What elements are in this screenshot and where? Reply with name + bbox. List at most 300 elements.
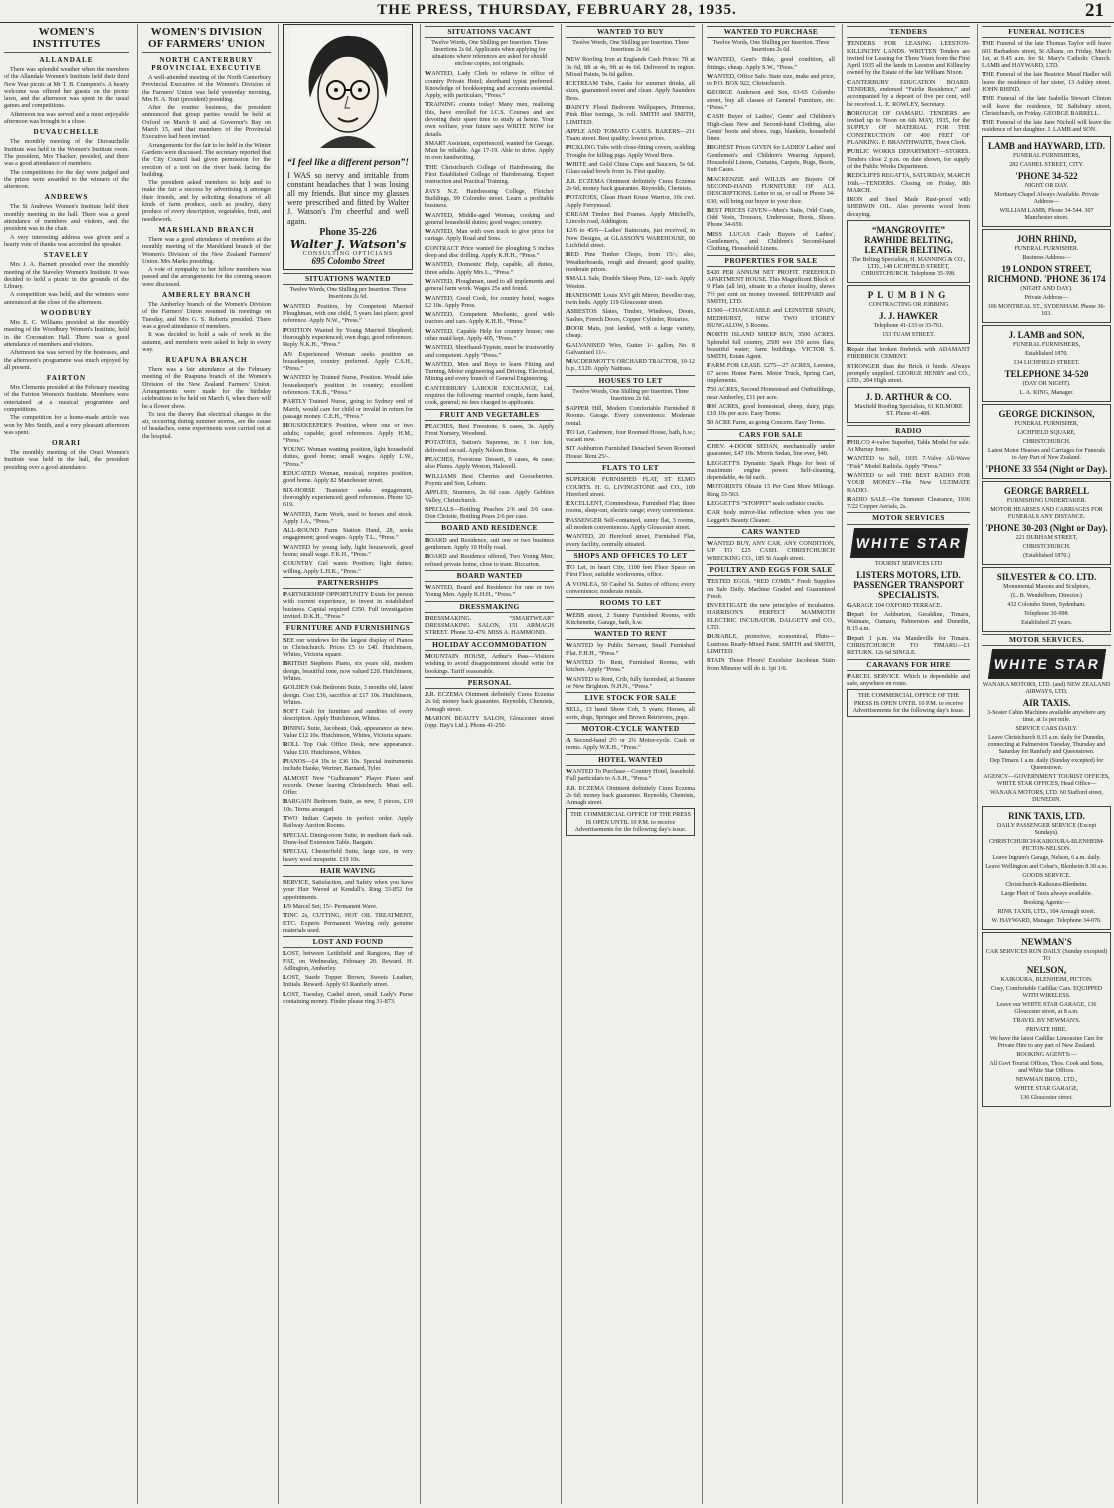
ad-line: AIR TAXIS. [1022,697,1071,708]
firm-name: Walter J. Watson's [289,237,407,252]
ad-line: Established 25 years. [1021,619,1072,626]
section-heading: HAIR WAVING [283,865,413,877]
classified-ad: TO Let, in heart City, 1100 feet Floor Space on First Floor, suitable workrooms, office. [566,564,695,579]
classified-ad: WANTED, Office Safe. State size, make and price, to P.O. BOX 922, Christchurch. [707,72,835,88]
classified-ad: WEBB street, 2 Sunny Furnished Rooms, with Kitchenette, Garage, bath, h.w. [566,611,695,626]
woman-portrait-illustration [290,28,406,156]
article-paragraph: The president asked members to help and to make the fair a success by advertising it amongst their friends, and by soliciting donations of all kinds of farm produce, such as poultry, dairy produce of every description, vegetables, fruit, and needlework. [142,179,271,223]
rink-taxis-ad [982,806,1111,930]
article-paragraph: The St Andrews Women's Institute held their monthly meeting in the hall. There was a good attendance of members and visitors, and the president was in the chair. [4,203,129,233]
ad-line: All Govt Tourist Offices, Thos. Cook and Sons, and White Star Offices. [989,1060,1104,1074]
firm-address: 695 Colombo Street [311,256,385,267]
rates-note: Twelve Words, One Shilling per Insertion. Three Insertions 2s 6d. Applicants when applying for situations where references are asked for should enclose copies, not originals. [431,40,548,68]
classified-ad: PIANOS—£4 19s to £36 10s. Special instruments include Hauke, Wertner, Barnard, Tyler. [283,757,413,773]
branch-heading: STAVELEY [43,251,90,260]
branch-list [4,56,129,471]
ad-line: Leave Christchurch 8.15 a.m. daily for Dunedin, connecting at Palmerston Tuesday, Thursday and Saturday for Ranfurly and Queenstown. [987,734,1106,755]
ad-line: RINK TAXIS, LTD., 104 Armagh street. [997,908,1096,915]
ad-line: AGENCY—GOVERNMENT TOURIST OFFICES, WHITE STAR OFFICES, Head Office— [983,773,1110,787]
tenders-section [847,26,970,218]
classified-ad: STAIN Those Floors! Excelsior Jacobean Stain from Minsmo will do it. 1pt 1/6. [707,657,835,672]
classified-ad: TO Let, Cashmere, four Roomed House, bath, h.w.; vacant now. [566,428,695,444]
classified-ad: CONTRACT Price wanted for ploughing 5 inches deep and disc drilling. Apply K.H.H., “Press.” [425,244,554,260]
silvester-ad [982,567,1111,632]
classified-ad: LOST, between Leithfield and Rangiora, Bay of FAT, on Wednesday, February 20. Reward. H. Adlington, Amberley. [283,950,413,972]
rates-note: Twelve Words, One Shilling per Insertion. Three Insertions 2s 6d. [572,40,689,54]
article-paragraph: The competition for a home-made article was won by Mrs Smith, and a very pleasant afternoon was spent. [4,414,129,436]
ad-line: (NIGHT AND DAY). [1020,285,1073,292]
classified-ad: TENDERS FOR LEASING LEESTON-KILLINCHY LANDS. WRITTEN Tenders are invited for Leasing for Three Years from the First April 1935 all the lands in Leeston and Killinchy owned by the Estate of the late William Nixon. [847,40,970,77]
classified-ad: WANTED BUY, ANY CAR, ANY CONDITION, UP TO £25 CASH. CHRISTCHURCH WRECKING CO., 185 St Asaph street. [707,540,835,562]
section-heading: WOMEN'S INSTITUTES [4,26,129,53]
classified-ad: BRITISH Stephens Piano, six years old, modern design, beautiful tone, now valued £20. Hutchinson, Whites. [283,660,413,682]
classified-ad: AN Experienced Woman seeks position as housekeeper, country preferred. Apply C.S.H., “Press.” [283,350,413,373]
classified-ad: POTATOES, Clean Heart Kruse Warrior, 10s cwt. Apply Ferrymead. [566,194,695,209]
column-wanted-to-buy [561,24,699,1504]
classified-ad: PUBLIC WORKS DEPARTMENT—STORES. Tenders close 2 p.m. on date shown, for supply of the Public Works Department. [847,148,970,170]
ad-line: BOOKING AGENTS:— [1016,1051,1077,1058]
ad-line: STRONGER than the Brick it binds. Always promptly supplied. GEORGE HENRY and CO., LTD., 204 High street. [847,362,970,385]
rates-note: Twelve Words, One Shilling per Insertion. Three Insertions 2s 6d. [289,286,407,300]
classified-ad: WANTED, Shorthand-Typiste, must be trustworthy and competent. Apply “Press.” [425,344,554,359]
classified-ad: TESTED EGGS. “RED COMB.” Fresh Supplies on Sale Daily. Machine Graded and Guaranteed Fresh. [707,578,835,600]
classified-ad: WANTED, Gent's Bike, good condition, all fittings; cheap. Apply S.W., “Press.” [707,56,835,71]
section-heading: PROPERTIES FOR SALE [707,255,835,267]
classified-ad: 12/6 to 45/6—Ladies' Raincoats, just received, in New Designs, at GLASSON'S WAREHOUSE, 90 Lichfield street. [566,227,695,250]
ad-line: Leave Ingram's Garage, Nelson, 6 a.m. daily. [992,854,1101,861]
eczema-ad: J.R. ECZEMA Ointment definitely Cures Eczema 2s 6d; money back guarantee. Reynolds, Chemists, Armagh street. [566,784,695,807]
plumbing-ad [847,285,970,344]
ad-line: CAR SERVICES RUN DAILY (Sunday excepted) TO [985,948,1108,962]
ad-line: We have the latest Cadillac Limousine Cars for Private Hire to any part of New Zealand. [989,1035,1104,1049]
classified-ad: MARION BEAUTY SALON, Gloucester street (opp. Hay's Ltd.). Phone 41-250. [425,714,554,730]
ad-line: Leave Wellington and Cobar's, Blenheim 8.30 a.m. [985,863,1108,870]
article-paragraph: There was splendid weather when the members of the Allandale Women's Institute held their third New Year picnic at Mr T. B. Crampton's. A hearty welcome was offered her guests on the picnic lawn, and the afternoon was spent in the usual games and competitions. [4,66,129,110]
firebrick-ad [847,346,970,384]
ad-line: CHRISTCHURCH. [1022,543,1071,550]
section-heading: WANTED TO PURCHASE [707,26,835,38]
section-heading: BOARD WANTED [425,570,554,582]
classified-ad: CASH Buyer of Ladies', Gents' and Children's High-class New and Second-hand Clothing, also Gents' boots and shoes, rugs, blankets, household linen. [707,113,835,143]
roofing-ad [847,387,970,423]
ad-line: WANAKA MOTORS, LTD. (and) NEW ZEALAND AIRWAYS, LTD. [982,681,1111,695]
ad-line: Latest Motor Hearses and Carriages for Funerals to Any Part of New Zealand. [988,447,1105,461]
article-paragraph: It was decided to hold a sale of work in the autumn, and members were asked to help in every way. [142,331,271,353]
classified-ad: SOFT Cash for furniture and sundries of every description. Apply Hutchinson, Whites. [283,708,413,723]
classified-ad: REDCLIFFS REGATTA, SATURDAY, MARCH 16th.—TENDERS. Closing on Friday, 8th MARCH. [847,172,970,194]
j-lamb-son-ad [982,325,1111,402]
radio-section [847,425,970,511]
classified-ad: BOARD and Residence offered, Two Young Men; refined private home, close to tram. Riccarton. [425,553,554,568]
classified-ad: SPECIAL Dining-room Suite, in medium dark oak. Draw-leaf Extension Table. Bargain. [283,831,413,846]
ad-line: 'PHONE 30-203 (Night or Day). [985,522,1108,533]
section-heading: MOTOR SERVICES. [982,634,1111,646]
caravans-section [847,659,970,688]
article-paragraph: Mrs E. C. Williams presided at the monthly meeting of the Woodbury Women's Institute, held in the Coronation Hall. There was a good attendance of members and visitors. [4,319,129,348]
classified-ad: SAPPER Hill, Modern Comfortable Furnished 8 Rooms. Garage. Every convenience. Moderate rental. [566,404,695,427]
classified-ad: WANTED, Ploughman, used to all implements and general farm work. Wages 25s and found. [425,277,554,293]
article-paragraph: Mrs J. A. Barnett presided over the monthly meeting of the Staveley Women's Institute. It was decided to hold a picnic in the grounds of the Library. [4,261,129,291]
ad-line: 153 TUAM STREET. [882,332,935,339]
ad-line: SERVICE CARS DAILY. [1015,725,1078,732]
classified-ad: LOST, Tuesday, Cashel street, small Lady's Purse containing money. Finder please ring 31-873. [283,990,413,1006]
ad-line: DAILY PASSENGER SERVICE (Except Sundays). [996,822,1097,836]
classified-ad: MOUNTAIN HOUSE, Arthur's Pass—Visitors wishing to avoid disappointment should write for bookings. Tariff reasonable. [425,652,554,675]
classified-ad: ICETREAM Tubs, Casks for summer drinks, all sizes, guaranteed sweet and clean. Apply Saunders Bros. [566,80,695,102]
plumbing-lines [850,302,967,339]
classified-ad: EXCELLENT, Commodious, Furnished Flat; three rooms, sleep-out, electric range; every convenience. [566,500,695,515]
ad-line: 106 MONTREAL ST., SYDENHAM. Phone 36-103. [987,303,1106,317]
classified-ad: JAYS N.Z. Hairdressing College, Fletcher Buildings, 99 Colombo street. Learn a profitable business. [425,187,554,210]
masthead-title: THE PRESS, THURSDAY, FEBRUARY 28, 1935. [377,2,737,18]
section-heading: LOST AND FOUND [283,936,413,948]
classified-sections [566,26,695,783]
classified-ad: PEACHES, Freestone Dessert, 9 cases, 4s case; also Plums. Apply Weston, Halswell. [425,456,554,471]
ad-line: W. HAYWARD, Manager. Telephone 34-076. [991,917,1102,924]
classified-ad: SIT Ashburton Furnished Detached Seven Roomed House. Rent 25/-. [566,445,695,460]
ad-line: NEWMAN BROS. LTD., [1015,1076,1078,1083]
logo-text: WHITE STAR [854,534,963,551]
classified-ad: ALMOST New “Gulbransen” Player Piano and records. Owner leaving Christchurch. Must sell. Offer. [283,774,413,797]
classified-ad: PHILCO 4-valve Superhet, Table Model for sale. At Murray Jones. [847,438,970,454]
classified-ad: COUNTRY Girl wants Position; light duties; willing. Apply L.H.K., “Press.” [283,560,413,575]
ad-line: GEORGE BARRELL [1003,485,1090,496]
classified-ad: MOTORISTS Obtain 15 Per Cent More Mileage. Ring 33-563. [707,483,835,498]
section-heading: CARS WANTED [707,526,835,538]
classified-ad: WANTED, Board and Residence for one or two Young Men. Apply K.H.H., “Press.” [425,584,554,599]
ad-line: The Belting Specialists, H. MANNING & CO., LTD., 148 LICHFIELD STREET, CHRISTCHURCH. Telephone 35-398. [851,257,966,278]
ad-line: Private Address— [1024,294,1069,301]
classified-ad: DOOR Mats, just landed, with a large variety, cheap. [566,325,695,340]
section-heading: MOTOR SERVICES [847,512,970,524]
classified-ad: TRAINING counts today! Many men, realising this, have enrolled for I.C.S. Courses and are devoting their spare time to study at home. Your own welfare, your future says WRITE NOW for details. [425,101,554,138]
masthead [0,0,1114,23]
commercial-note: THE COMMERCIAL OFFICE OF THE PRESS IS OPEN UNTIL 10 P.M. to receive Advertisements for the following day's issue. [847,689,970,717]
article-paragraph: The monthly meeting of the Duvauchelle Institute was held in the Women's Institute room. The president, Mrs Thacker, presided, and there was a good attendance of members. [4,138,129,168]
section-heading: WOMEN'S DIVISION OF FARMERS' UNION [142,26,271,53]
classified-ad: TINC 2s, CUTTING, HOT OIL TREATMENT, ETC. Experts Permanent Waving only genuine materials used. [283,912,413,934]
classified-ad: WANTED, Lady Clerk to relieve in office of country Private Hotel; shorthand typist preferred. Knowledge of bookkeeping and accounts essential. Apply, with particulars, “Press.” [425,70,554,100]
classified-ad: THE Funeral of the late Jane Nicholl will leave the residence of her daughter. J. LAMB and SON. [982,119,1111,134]
ad-line: Telephone 30-998. [1024,610,1069,617]
classified-ad: THE Funeral of the late Thomas Taylor will leave 601 Barbadoes street, St Albans, on Friday, March 1st, at 9.45 a.m. for St. Mary's Catholic Church. LAMB and HAYWARD, LTD. [982,40,1111,70]
ad-line: MOTOR HEARSES AND CARRIAGES FOR FUNERALS ANY DISTANCE. [990,506,1103,520]
section-heading: MOTOR-CYCLE WANTED [566,723,695,735]
ad-line: LAMB and HAYWARD, LTD. [987,140,1106,151]
section-heading: SITUATIONS WANTED [283,273,413,285]
classified-ad: A VONLEA, 50 Cashel St. Suites of offices; every convenience; moderate rentals. [566,580,695,596]
section-heading: TENDERS [847,26,970,38]
classified-ad: MISS LUCAS Cash Buyers of Ladies', Gentlemen's, and Children's Second-hand Clothing, Household Linens. [707,230,835,253]
ad-line: 432 Colombo Street, Sydenham. [1007,601,1086,608]
classified-ad: WANTED to Sell, 1935 7-Valve All-Wave “Fisk” Model Radiola. Apply “Press.” [847,455,970,470]
ad-quote: “I feel like a different person”! [287,158,409,168]
section-heading: POULTRY AND EGGS FOR SALE [707,564,835,576]
article-paragraph: A vote of sympathy to her fellow members was passed and the arrangements for the coming season were discussed. [142,266,271,288]
classified-ad: IRON and Steel Made Rust-proof with SHERWIN OIL. Also prevents wood from decaying. [847,196,970,218]
classified-ad: HANDSOME Louis XVI gilt Mirror, Beveller tray, twin beds. Apply 119 Gloucester street. [566,291,695,307]
classified-ad: WANTED, Men and Boys to learn Fitting and Turning, Motor engineering and Driving. Electrical, Mining and every branch of General Engineering. [425,360,554,383]
article-paragraph: The monthly meeting of the Orari Women's Institute was held in the hall, the president presiding over a good attendance. [4,449,129,471]
section-heading: HOTEL WANTED [566,754,695,766]
classified-ad: BOROUGH OF OAMARU. TENDERS are invited up to Noon on 6th MAY, 1935, for the SUPPLY OF MATERIAL FOR THE CONSTRUCTION OF 400 FEET OF PLANKING. F. BRANTHWAITE, Town Clerk. [847,109,970,147]
ad-line: Business Address— [1022,254,1071,261]
classified-ad: GALVANISED Wire, Gutter 1/- gallon, No. 8 Galvanised 11/-. [566,341,695,356]
branch-heading: RUAPUNA BRANCH [165,356,248,365]
ad-line: Mortuary Chapel Always Available. Private Address— [994,191,1099,205]
ad-line: FUNERAL FURNISHERS, [1012,152,1081,159]
article-paragraph: A very interesting address was given and a hearty vote of thanks was accorded the speaker. [4,233,129,248]
logo-subtitle: TOURIST SERVICES LTD [874,560,943,567]
ad-line: Booking Agents:— [1023,899,1070,906]
classified-ad: ALL-ROUND Farm Station Hand, 28, seeks engagement; good wages. Apply T.L., “Press.” [283,527,413,542]
ad-line: CHRISTCHURCH-KAIKOURA-BLENHEIM-PICTON-NELSON. [988,838,1105,852]
classified-ad: THE Christchurch College of Hairdressing, the First Established College of Hairdressing. Expert instruction and Practical Training. [425,163,554,186]
classified-ad: MACKENZIE and WILLIS are Buyers Of SECOND-HAND FURNITURE OF ALL DESCRIPTIONS. Letter to us, or call or Phone 34-630, will bring our buyer to your door. [707,175,835,205]
classified-ad: NEW Roofing Iron at Englands Cash Prices: 7ft at 3s 6d, 8ft at 4s, 9ft at 4s 6d. Delivered in region. Mixed Paints, 9s 6d gallon. [566,56,695,78]
classified-ad: CHEV. 4-DOOR SEDAN, mechanically under guarantee, £47 10s. Morris Sedan, line ever, §40. [707,442,835,458]
ad-line: FURNISHING UNDERTAKER. [1006,497,1087,504]
classified-ad: DURABLE, protective, economical, Pluto—Lustrous Ready-Mixed Paint. SMITH and SMITH, LIMITED. [707,633,835,655]
ad-body: I WAS so nervy and irritable from constant headaches that I was losing all my friends. But since my glasses were prescribed and fitted by Walter J. Watson's I'm cheerful and well again. [287,170,409,226]
section-heading: PARTNERSHIPS [283,577,413,589]
rates-note: Twelve Words, One Shilling per Insertion. Three Insertions 2s 6d. [712,40,830,54]
ad-line: KAIKOURA, BLENHEIM, PICTON. [1000,976,1093,983]
ad-line: Maxfield Roofing Specialists, 61 KILMORE ST. Phone 41-408. [854,403,963,417]
funeral-notices-section [982,26,1111,134]
firm-subtitle: CONSULTING OPTICIANS [302,251,394,258]
classified-ad: WANTED by Public Servant, Small Furnished Flat. F.H.H., “Press.” [566,642,695,657]
classified-ad: 800 ACRES, good homestead, sheep, dairy, pigs; £10 10s per acre. Easy Terms. [707,402,835,418]
classified-ad: WANTED, Middle-aged Woman, cooking and general household duties; good wages; country. [425,211,554,226]
section-heading: BOARD AND RESIDENCE [425,522,554,534]
article-paragraph: The Amberley branch of the Women's Division of the Farmers' Union resumed its meetings on Tuesday, and Mrs G. S. Roberts presided. There was a good attendance of members. [142,301,271,330]
column-womens-division [137,24,275,1504]
classified-ad: SEE our windows for the largest display of Pianos in Christchurch. Prices £5 to £40. Hutchinson, Whites, Victoria square. [283,636,413,659]
classified-ad: WANTED, Good Cook, for country hotel, wages £2 10s. Apply Press. [425,294,554,309]
classified-ad: BOARD and Residence, suit one or two business gentlemen. Apply 10 Holly road. [425,536,554,551]
classified-ad: GEORGE Anderson and Son, 63-65 Colombo street, buy all classes of General Furniture, etc. “Press.” [707,89,835,111]
classified-ad: CANTERBURY EDUCATION BOARD. TENDERS, endorsed “Fairlie Residence,” and accompanied by a deposit of five per cent, will be received. L. E. ROWLEY, Secretary. [847,78,970,108]
classified-ad: 50 ACRE Farm, as going Concern. Easy Terms. [707,419,826,427]
ad-line: Repair that broken firebrick with ADAMANT FIREBRICK CEMENT. [847,346,970,361]
ad-line: FUNERAL FURNISHERS, [1012,341,1081,348]
ad-line: Christchurch-Kaikoura-Blenheim. [1005,881,1088,888]
ad-line: CONTRACTING OR JOBBING [868,302,949,309]
ad-line: GOODS SERVICE. [1022,872,1071,879]
branch-heading: WOODBURY [40,309,93,318]
column-situations-wanted [278,24,417,1504]
ad-line: “MANGROVITE” RAWHIDE BELTING, LEATHER BELTING. [864,225,953,256]
section-heading: DRESSMAKING [425,601,554,613]
ad-line: WHITE STAR GARAGE, [1014,1085,1079,1092]
classified-ad: BEST PRICES GIVEN—Men's Suits, Odd Coats, Odd Vests, Trousers, Underwear, Boots, Shoes. Phone 34-659. [707,206,835,229]
classified-ad: LEGGETT'S Dynamic Spark Plugs for best of maximum engine power. Self-cleaning, dependable, 4s 6d each. [707,459,835,482]
branch-heading: ALLANDALE [39,56,94,64]
article-paragraph: Mrs Clements presided at the February meeting of the Fairton Women's Institute. Members were entertained at a musical programme and competitions. [4,384,129,413]
classified-ad: HIGHEST Prices GIVEN for LADIES' Ladies' and Gentlemen's and Children's Wearing Apparel; Household Linens, Curtains, Carpets, Rugs, Boots, Suit Cases. [707,144,835,174]
ad-line: CHRISTCHURCH. [1022,438,1071,445]
section-heading: LIVE STOCK FOR SALE [566,692,695,704]
ad-line: (DAY OR NIGHT). [1022,380,1071,387]
classified-ad: BARGAIN Bedroom Suite, as new, 5 pieces, £19 10s. Terms arranged. [283,798,413,813]
classified-ad: HOUSEKEEPER'S Position, where one or two adults; capable; good references. Apply H.M., “Press.” [283,422,413,444]
classified-ad: WANTED to Rent, Crib, fully furnished, at Sumner or New Brighton. N.H.N., “Press.” [566,675,695,690]
column-funeral-notices [977,24,1114,1504]
classified-ad: PARTNERSHIP OPPORTUNITY Exists for person with current experience, to invest in established business. Capital required £350. Full investigation invited. D.K.H., “Press.” [283,591,413,620]
ad-line: PRIVATE HIRE. [1026,1026,1067,1033]
classified-ad: 750 ACRES, Second Homestead and Outbuildings, near Amberley, £11 per acre. [707,386,835,401]
ad-line: FUNERAL FURNISHER. [1014,245,1079,252]
column-womens-institutes [0,24,133,1504]
ad-line: (Established 1870.) [1023,552,1070,559]
classified-ad: WANTED, Farm Work, used to horses and stock. Apply J.A., “Press.” [283,510,413,525]
rink-heading: RINK TAXIS, LTD. [1008,810,1085,821]
classified-ad: PASSENGER Self-contained, sunny flat, 3 rooms, all modern conveniences. Apply Gloucester street. [566,516,695,532]
classified-ad: POSITION Wanted by Young Married Shepherd; thoroughly experienced; own dogs; good references. Reply N.K.H., “Press.” [283,326,413,349]
classified-ad: APPLE AND TOMATO CASES. BAKERS—211 Tuam street. Best quality; lowest prices. [566,127,695,143]
article-paragraph: There was a good attendance of members at the monthly meeting of the Marshland branch of the Women's Division of the New Zealand Farmers' Union. Mrs Marks presiding. [142,235,271,265]
ad-line: TELEPHONE 34-520 [1004,368,1089,379]
classified-ad: PARCEL SERVICE. Which is dependable and safe, anywhere en route. [847,672,970,688]
classified-ad: APPLES, Sturmers, 2s 6d case. Apply Gebbies Valley, Christchurch. [425,489,554,504]
section-heading: CARAVANS FOR HIRE [847,659,970,671]
classified-ad: CAR body mirror-like reflection when you use Leggett's Beauty Cleaner. [707,509,835,524]
section-heading: WANTED TO BUY [566,26,695,38]
classified-sections [283,273,413,1006]
ad-line: Depart for Ashburton, Geraldine, Timaru, Waimate, Oamaru, Palmerston and Dunedin, 8.15 a.m. [847,610,970,633]
classified-ad: SMART Assistant, experienced, wanted for Garage. Must be reliable. Age 17-19. Able to drive. Apply in own handwriting. [425,139,554,162]
ad-line: SILVESTER & CO. LTD. [996,571,1097,582]
branch-heading: DUVAUCHELLE [33,128,100,137]
article-paragraph: Arrangements for the fair to be held in the Winter Gardens were discussed. The secretary reported that the City Council had given permission for the erection of a tent on the river bank facing the building. [142,141,271,178]
branch-heading: ANDREWS [44,193,89,202]
classified-ad: DRESSMAKING. “SMARTWEAR” DRESSMAKING SALON, 151 ARMAGH STREET. Phone 32-479. MISS A. HAMMOND. [425,614,554,637]
classified-ad: WANTED, Competent Mechanic, good with tractors and cars. Apply K.H.H., “Press.” [425,311,554,326]
ad-line: NIGHT OR DAY. [1024,182,1069,189]
classified-ad: WANTED by young lady, light housework, good home; small wage. F.K.H., “Press.” [283,543,413,559]
ad-line: 282 CASHEL STREET, CITY. [1009,161,1084,168]
column-wanted-to-purchase [702,24,839,1504]
classified-sections [707,26,835,672]
classified-ad: £420 PER ANNUM NET PROFIT. FREEHOLD APARTMENT HOUSE. This Magnificent Block of 9 Flats (all let), situate in a choice locality, shows 7½ per cent on money invested. SHEPPARD and SMITH, LTD. [707,268,835,306]
article-paragraph: There was a fair attendance at the February meeting of the Ruapuna branch of the Women's Division of the New Zealand Farmers' Union. Arrangements were made for the birthday celebrations to be held on March 6, when there will be a flower show. [142,366,271,410]
classified-ad: WANTED, Capable Help for country house; one other maid kept. Apply 405, “Press.” [425,327,554,342]
section-heading: HOLIDAY ACCOMMODATION [425,639,554,651]
ad-line: WANAKA MOTORS, LTD. 60 Stafford street, DUNEDIN. [990,789,1103,803]
ad-line: J. D. ARTHUR & CO. [865,391,952,402]
classified-ad: WHITE and Gold China Cups and Saucers, 5s 6d. Glass salad bowls from 1s. First quality. [566,161,695,176]
ad-line: J. J. HAWKER [878,311,938,322]
ad-line: JOHN RHIND, [1016,233,1077,244]
classified-ad: ASBESTOS Slates, Timber, Windows, Doors, Sashes, French Doors, Copper Cylinder, Rotaries. [566,308,695,323]
motor-lines [982,682,1111,804]
page-number: 21 [1085,0,1104,21]
ad-line: LICHFIELD SQUARE, [1017,429,1076,436]
ad-line: FUNERAL FURNISHER, [1014,420,1079,427]
classified-sections [425,26,554,730]
classified-ad: A Second-hand 2½ or 2¾ Motor-cycle. Cash or terms. Apply W.E.H., “Press.” [566,737,695,752]
ad-line: TRAVEL BY NEWMAN'S. [1012,1017,1081,1024]
section-heading: HOUSES TO LET [566,375,695,387]
classified-ad: NORTH ISLAND SHEEP RUN, 3500 ACRES. Splendid full country, 2500 wet 150 acres flats; beautiful water; farm buildings. VICTOR S. SMITH, Estate Agent. [707,331,835,361]
ad-line: Dep Timaru 1 a.m. daily (Sunday excepted) for Queenstown. [989,757,1104,771]
ad-line: 134 LICHFIELD STREET. [1013,359,1080,366]
column-situations-vacant [420,24,558,1504]
classified-ad: WANTED to sell THE BEST RADIO FOR YOUR MONEY—The New ULTIMATE RADIO. [847,471,970,494]
opticians-advertisement [283,24,413,270]
classified-ad: INVESTIGATE the new principles of incubation. HARRISON'S PERFECT MAMMOTH ELECTRIC INCUBATOR. DALGETY and CO., LTD. [707,602,835,632]
classified-ad: SIX-HORSE Teamster seeks engagement, thoroughly experienced; good references. Phone 32-619. [283,486,413,509]
classified-ad: POTATOES, Sutton's Supreme, in 1 ton lots, delivered on rail. Apply Nelson Bros. [425,439,554,454]
article-paragraph: To test the theory that electrical changes in the air, occurring during summer storms, are the cause of headaches, some experiments were carried out at the hospital. [142,410,271,440]
classified-ad: 1/9 Marcel Set; 15/- Permanent Wave. [283,902,378,910]
ad-line: WILLIAM LAMB, Phone 34-544. 307 Manchester street. [999,207,1094,221]
section-heading: RADIO [847,425,970,437]
classified-ad: PICKLING Tubs with close-fitting covers, scalding Troughs for killing pigs. Apply Wood Bros. [566,144,695,159]
classified-ad: FARM FOR LEASE. £275—27 ACRES, Leeston, 67 acres Home Farm. Motor Truck, Spring Cart, implements. [707,362,835,384]
classified-ad: PEACHES, Best Freestone, 6 cases, 3s. Apply Frost Nursery, Woodend. [425,422,554,438]
ad-line: 221 DURHAM STREET, [1015,534,1078,541]
classified-ad: SERVICE, Satisfaction, and Safety when you have your Hair Waved at Kendall's. Ring 33-852 for appointments. [283,879,413,901]
branch-heading: NORTH CANTERBURY PROVINCIAL EXECUTIVE [151,56,262,72]
classified-ad: WANTED, 20 Hereford street, Furnished Flat, every facility, centrally situated. [566,533,695,548]
classified-ad: GOLDEN Oak Bedroom Suite, 3 months old, latest design. Cost £36, sacrifice at £17 10s. Hutchinson, Whites. [283,684,413,706]
classified-ad: THE Funeral of the late Isabella Stewart Clinton will leave the residence, 92 Salisbury street, Christchurch, on Friday. GEORGE BARRELL. [982,95,1111,117]
ad-line: Large Fleet of Taxis always available. [1001,890,1092,897]
article-paragraph: Afternoon tea was served and a most enjoyable afternoon was brought to a close. [4,110,129,126]
classified-ad: RED Pine Timber Chops, from 15/-; also, Weatherboards, rough and dressed; good quality, moderate prices. [566,251,695,273]
classified-ad: EDUCATED Woman, musical, requires position, good home. Apply 82 Manchester street. [283,470,413,485]
classified-ad: LEGGETT'S “STOPPIT” seals radiator cracks. [707,500,825,508]
classified-ad: THE Funeral of the late Beatrice Maud Hadler will leave the residence of her sister, 13 Ashley street. JOHN RHIND. [982,71,1111,93]
section-heading: FLATS TO LET [566,462,695,474]
classified-ad: CREAM Timber Bed Frames. Apply Mitchell's, Lincoln road, Addington. [566,210,695,226]
classified-ad: SPECIALS—Bottling Peaches 2/6 and 3/6 case. Don Christie, Bottling Pears 2/6 per case. [425,505,554,521]
section-heading: ROOMS TO LET [566,597,695,609]
ad-line: Telephone 41-133 or 33-761. [873,323,944,330]
section-heading: SITUATIONS VACANT [425,26,554,38]
classified-ad: DINING Suite, Jacobean, Oak, appearance as new. Value £12 10s. Hutchinson, Whites, Victoria square. [283,724,413,740]
belting-ad [847,220,970,283]
newman-heading: NEWMAN'S [1021,936,1072,947]
ad-line: 19 LONDON STREET, RICHMOND. 'PHONE 36 174 [987,263,1106,284]
classified-ad: WANTED by Trained Nurse, Position. Would take housekeeper's position in country; excellent references. T.K.B., “Press.” [283,374,413,397]
ad-line: Monumental Masons and Sculptors, [1003,583,1090,590]
newmans-ad [982,932,1111,1107]
white-star-logo [849,528,967,558]
branch-heading: FAIRTON [46,374,87,383]
classified-ad: SPECIAL Chesterfield Suite, large size, in very heavy wool moquette. £19 10s. [283,848,413,863]
ad-line: Depart 1 p.m. via Mandeville for Timaru. CHRISTCHURCH TO TIMARU—£1 RETURN. 12s 6d SINGLE. [847,634,970,657]
branch-heading: ORARI [52,439,81,448]
article-paragraph: Afternoon tea was served by the hostesses, and the afternoon's programme was much enjoyed by all present. [4,349,129,371]
classified-ad: PARTLY Trained Nurse, going to Sydney end of March, would care for child or invalid in return for passage money. C.E.H., “Press.” [283,398,413,420]
article-paragraph: A competition was held, and the winners were announced at the close of the afternoon. [4,291,129,306]
article-paragraph: After the routine business, the president announced that group parties would be held at Oxford on March 8 and at Governor's Bay on March 15, and that members of the Provincial Executive had been invited. [142,104,271,141]
classified-ad: WANTED, Domestic Help, capable, all duties, three adults. Apply Mrs L., “Press.” [425,261,554,276]
ad-line: 'PHONE 33 554 (Night or Day). [985,463,1108,474]
ad-line: 3-Seater Cabin Machines available anywhere any time, at 1s per mile. [987,709,1106,723]
classified-ad: £1500—CHANGEABLE and LEINSTER SPAIN, MEDHURST, NEW TWO STOREY BUNGALOW, 5 Rooms. [707,307,835,329]
classified-ad: SMALL Sale, Double Sheep Pens, 12/- each. Apply Weston. [566,275,695,290]
lamb-hayward-ad [982,136,1111,227]
section-heading: PERSONAL [425,677,554,689]
ad-line: LISTERS MOTORS, LTD. PASSENGER TRANSPORT SPECIALISTS. [853,569,964,600]
printer-note: THE COMMERCIAL OFFICE OF THE PRESS IS OPEN UNTIL 10 P.M. to receive Advertisements for the following day's issue. [566,808,695,836]
ad-phone: Phone 35-226 [319,226,377,238]
section-heading: FURNITURE AND FURNISHINGS [283,622,413,634]
